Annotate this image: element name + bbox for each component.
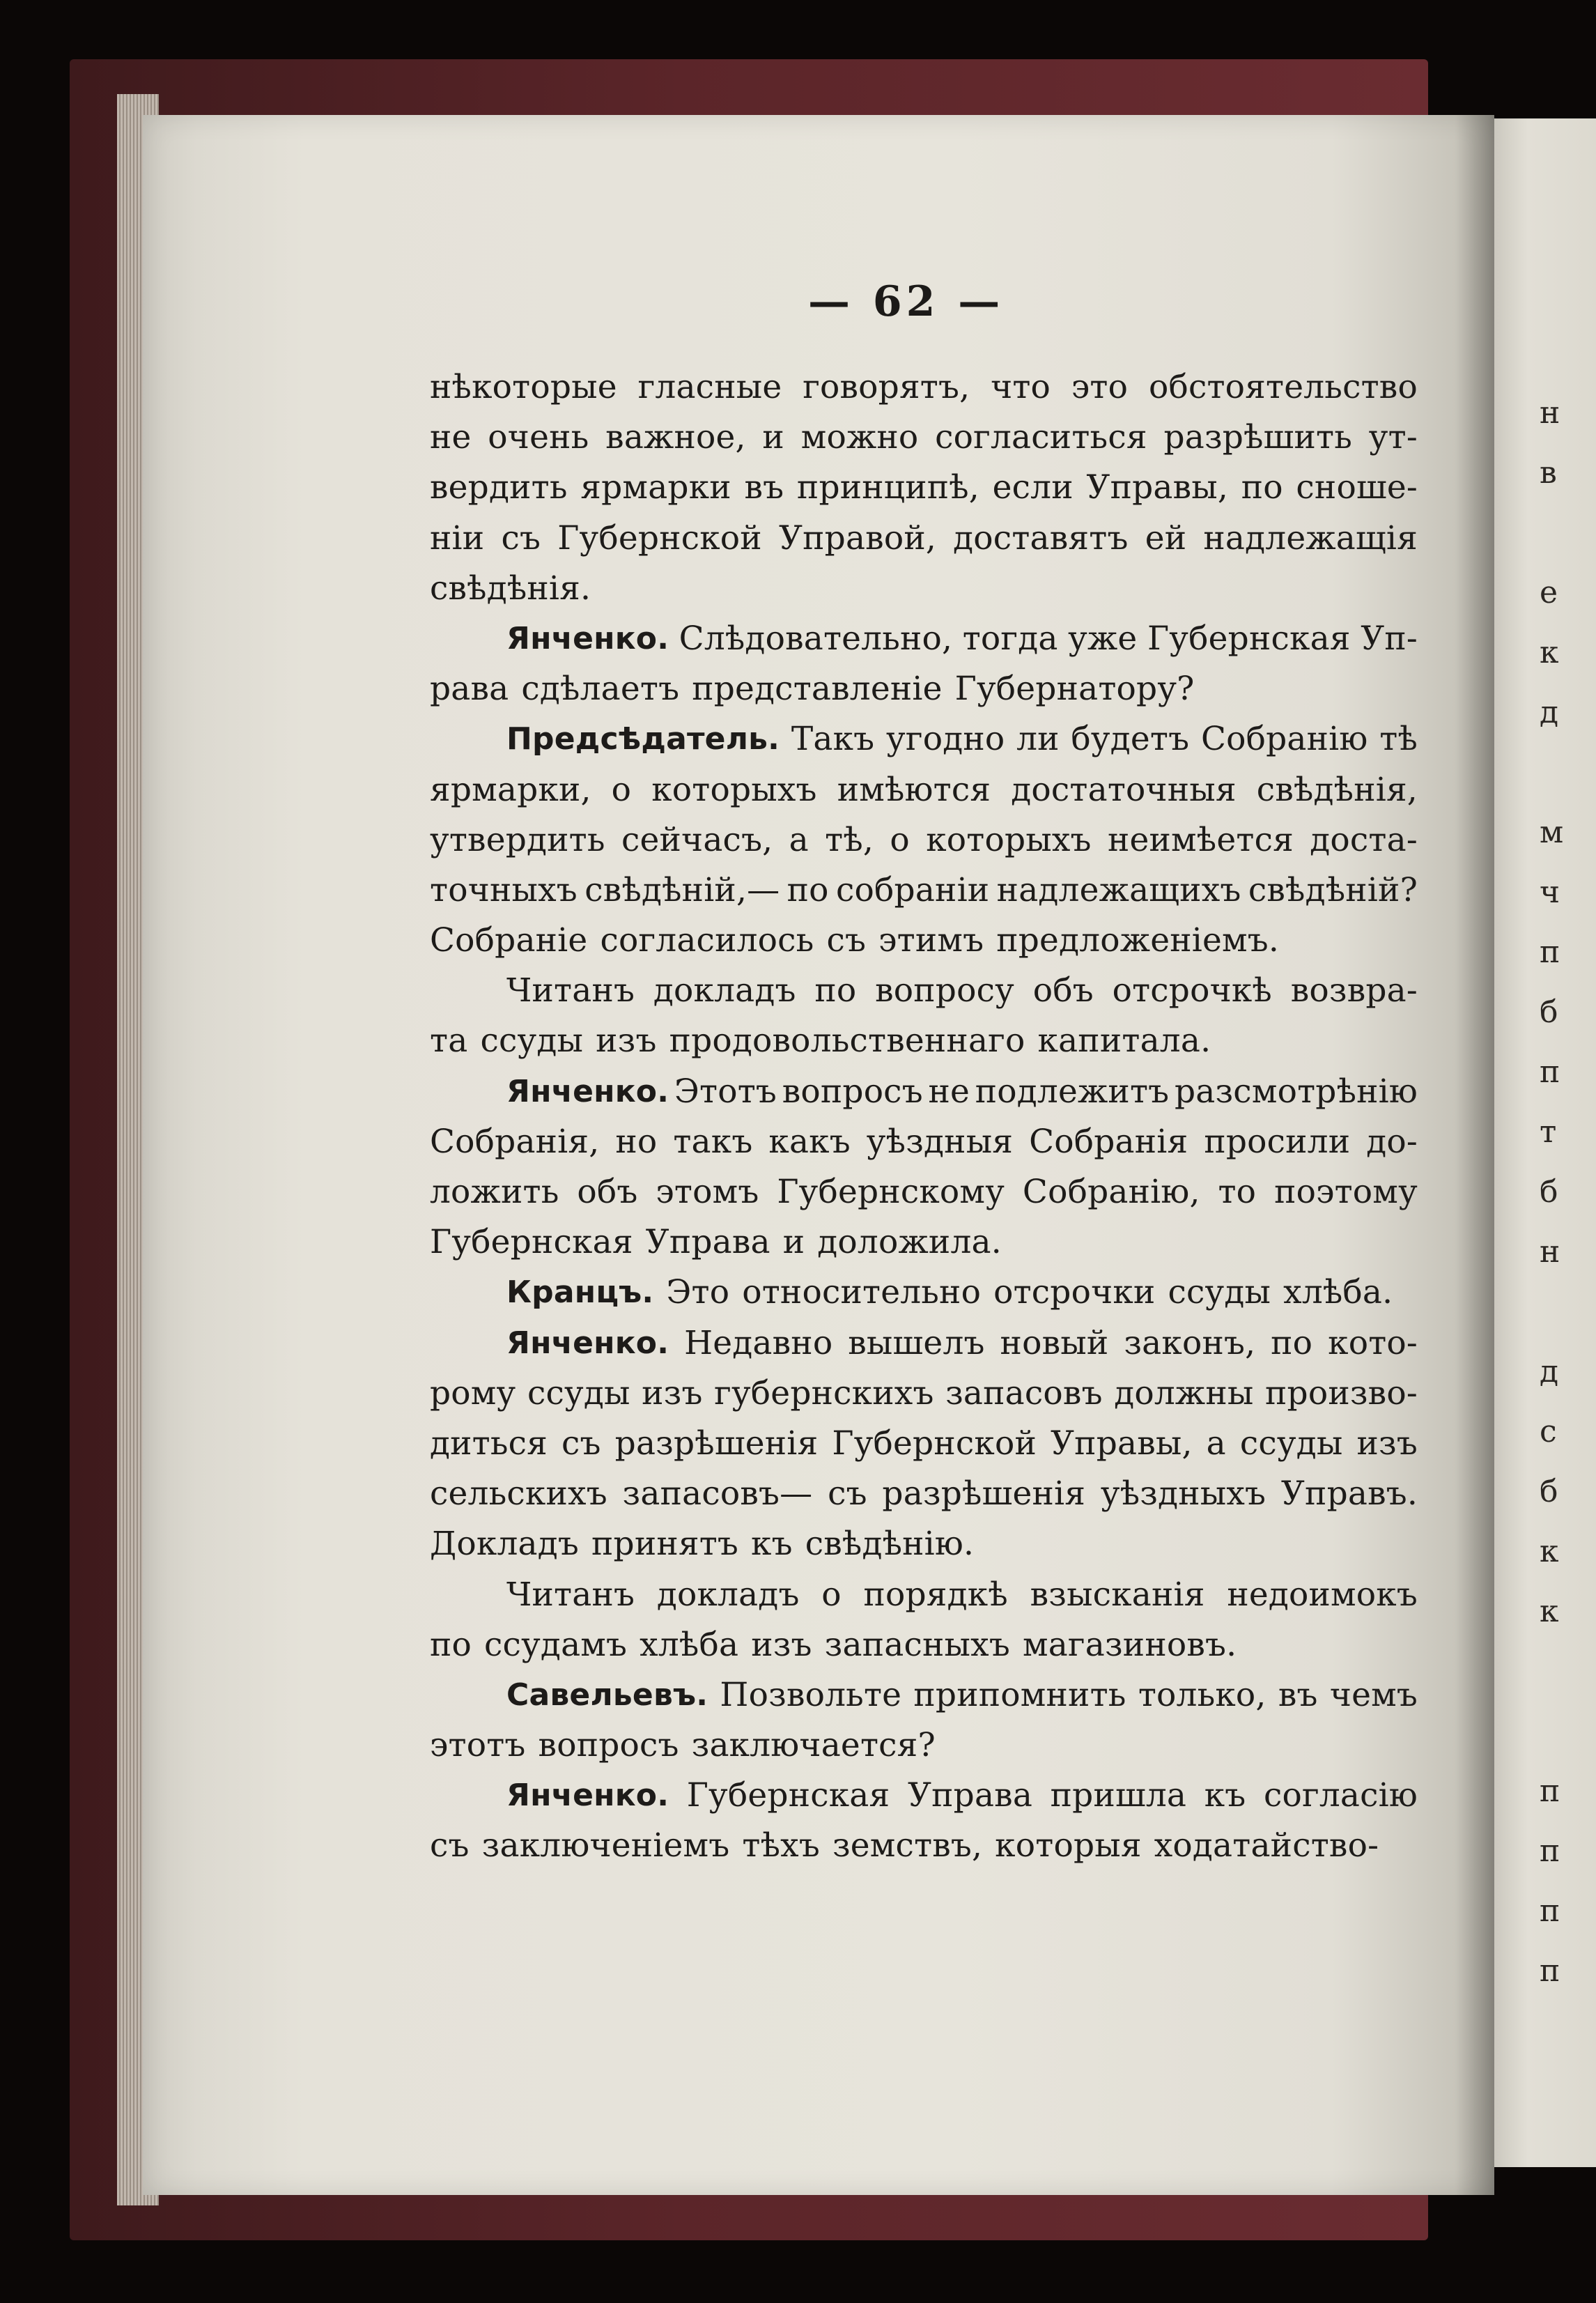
- word: сельскихъ: [430, 1474, 607, 1513]
- word: согласію: [1264, 1776, 1418, 1815]
- word: Управой,: [778, 518, 937, 557]
- word: угодно: [886, 720, 1005, 759]
- text-line: [430, 1620, 1418, 1670]
- text-line: [430, 1570, 1418, 1620]
- text-line: [430, 664, 1418, 714]
- word: съ: [430, 1826, 470, 1865]
- word: по: [1241, 468, 1283, 507]
- word: пришла: [1050, 1776, 1187, 1815]
- text-line: [430, 1771, 1418, 1821]
- word: не: [928, 1072, 970, 1111]
- word: продовольственнаго: [669, 1022, 1025, 1061]
- word: надлежащихъ: [996, 870, 1241, 909]
- word: но: [615, 1122, 658, 1161]
- speaker-name: Янченко.: [506, 1778, 669, 1814]
- word: этимъ: [878, 921, 984, 960]
- word: изъ: [642, 1373, 703, 1412]
- word: только,: [1138, 1675, 1266, 1714]
- word: съ: [501, 518, 541, 557]
- word: сдѣлаетъ: [521, 670, 680, 709]
- word: докладъ: [656, 1575, 800, 1614]
- word: изъ: [751, 1625, 812, 1664]
- word: какъ: [768, 1122, 851, 1161]
- speaker-name: Янченко.: [506, 1073, 669, 1109]
- word: важное,: [605, 418, 746, 457]
- word: сейчасъ,: [621, 820, 773, 859]
- word: доставятъ: [953, 518, 1129, 557]
- paragraph: [430, 1771, 1418, 1871]
- word: ей: [1145, 518, 1187, 557]
- word: обстоятельство: [1148, 368, 1418, 406]
- text-line: [430, 1067, 1418, 1117]
- text-line: [430, 1318, 1418, 1369]
- paragraph: [430, 714, 1418, 966]
- word: Собранію: [1200, 720, 1368, 759]
- word: ссуды: [527, 1373, 630, 1412]
- word: заключается?: [691, 1726, 936, 1765]
- word: Позвольте: [720, 1675, 902, 1714]
- word: Собраніе: [430, 921, 588, 960]
- word: капитала.: [1037, 1022, 1211, 1061]
- word: рому: [430, 1373, 516, 1412]
- word: объ: [1032, 971, 1094, 1010]
- word: нѣкоторые: [430, 368, 617, 406]
- word: можно: [800, 418, 919, 457]
- word: Докладъ: [430, 1525, 580, 1564]
- word: заключеніемъ: [481, 1826, 730, 1865]
- word: Управа: [907, 1776, 1033, 1815]
- word: это: [1071, 368, 1129, 406]
- word: Собранія,: [430, 1122, 600, 1161]
- word: Читанъ: [506, 1575, 635, 1614]
- word: ссуды: [1168, 1273, 1271, 1312]
- word: о: [611, 770, 632, 809]
- word: рава: [430, 670, 509, 709]
- word: изъ: [1356, 1424, 1418, 1463]
- text-line: [430, 1519, 1418, 1569]
- text-line: [430, 413, 1418, 463]
- text-line: [430, 514, 1418, 564]
- word: о: [821, 1575, 842, 1614]
- word: съ: [828, 1474, 867, 1513]
- word: свѣдѣнію.: [805, 1525, 975, 1564]
- text-line: [430, 1720, 1418, 1771]
- word: этотъ: [430, 1726, 526, 1765]
- word: отсрочкѣ: [1112, 971, 1272, 1010]
- page-text: [430, 362, 1418, 1872]
- word: съ: [826, 921, 867, 960]
- word: магазиновъ.: [1022, 1625, 1237, 1664]
- word: и: [762, 418, 784, 457]
- word: до-: [1366, 1122, 1418, 1161]
- word: о: [890, 820, 910, 859]
- word: очень: [488, 418, 589, 457]
- word: ли: [1016, 720, 1060, 759]
- word: новый: [1000, 1323, 1109, 1362]
- word: въ: [1278, 1675, 1318, 1714]
- word: точныхъ: [430, 870, 578, 909]
- word: Губернскому: [777, 1173, 1005, 1211]
- text-line: [430, 1016, 1418, 1066]
- word: не: [430, 418, 472, 457]
- word: принятъ: [591, 1525, 739, 1564]
- word: чемъ: [1329, 1675, 1418, 1714]
- word: снoше-: [1296, 468, 1418, 507]
- word: губернскихъ: [714, 1373, 934, 1412]
- word: имѣются: [837, 770, 991, 809]
- text-line: [430, 1419, 1418, 1469]
- word: достаточныя: [1011, 770, 1237, 809]
- word: ніи: [430, 518, 485, 557]
- word: надлежащія: [1203, 518, 1418, 557]
- text-line: [430, 916, 1418, 966]
- word: согласиться: [935, 418, 1147, 457]
- text-line: [430, 815, 1418, 865]
- word: въ: [744, 468, 784, 507]
- word: тѣ: [1379, 720, 1418, 759]
- word: представленіе: [692, 670, 943, 709]
- word: ярмарки,: [430, 770, 591, 809]
- text-line: [430, 614, 1418, 664]
- paragraph: [430, 966, 1418, 1066]
- word: согласилось: [600, 921, 814, 960]
- paragraph: [430, 362, 1418, 614]
- word: Это: [666, 1273, 730, 1312]
- word: предложеніемъ.: [996, 921, 1279, 960]
- word: объ: [577, 1173, 638, 1211]
- word: запасныхъ: [824, 1625, 1010, 1664]
- word: Такъ: [791, 720, 875, 759]
- word: говорятъ,: [803, 368, 970, 406]
- text-line: [430, 564, 1418, 614]
- word: кото-: [1328, 1323, 1418, 1362]
- word: тѣ,: [825, 820, 874, 859]
- paragraph: [430, 1318, 1418, 1570]
- word: такъ: [673, 1122, 753, 1161]
- text-line: [430, 966, 1418, 1016]
- word: доложила.: [817, 1223, 1002, 1262]
- word: поэтому: [1274, 1173, 1418, 1211]
- text-line: [430, 865, 1418, 916]
- word: по: [430, 1625, 472, 1664]
- word: свѣдѣнія.: [430, 569, 591, 608]
- word: относительно: [742, 1273, 982, 1312]
- text-line: [430, 1369, 1418, 1419]
- text-line: [430, 1217, 1418, 1268]
- word: съ: [561, 1424, 601, 1463]
- word: гласные: [637, 368, 782, 406]
- word: ярмарки: [580, 468, 731, 507]
- word: изъ: [596, 1022, 657, 1061]
- word: по: [787, 870, 829, 909]
- word: ходатайство-: [1154, 1826, 1379, 1865]
- word: къ: [1204, 1776, 1246, 1815]
- text-line: [430, 765, 1418, 815]
- word: а: [1206, 1424, 1226, 1463]
- word: произво-: [1265, 1373, 1418, 1412]
- text-line: [430, 1670, 1418, 1720]
- word: разсмотрѣнію: [1174, 1072, 1418, 1111]
- word: уѣздныя: [866, 1122, 1014, 1161]
- word: доста-: [1310, 820, 1418, 859]
- word: земствъ,: [832, 1826, 983, 1865]
- text-line: [430, 714, 1418, 764]
- speaker-name: Янченко.: [506, 620, 669, 656]
- text-line: [430, 1469, 1418, 1519]
- word: ссуды: [480, 1022, 584, 1061]
- text-line: [430, 362, 1418, 413]
- word: разрѣшить: [1163, 418, 1353, 457]
- word: Губернатору?: [954, 670, 1195, 709]
- word: тѣхъ: [742, 1826, 820, 1865]
- word: принципѣ,: [796, 468, 979, 507]
- word: свѣдѣнія,: [1256, 770, 1418, 809]
- text-line: [430, 1167, 1418, 1217]
- word: по: [1271, 1323, 1313, 1362]
- word: собраніи: [836, 870, 990, 909]
- word: Губернская: [686, 1776, 890, 1815]
- paragraph: [430, 1670, 1418, 1771]
- word: и: [782, 1223, 805, 1262]
- word: вопросу: [875, 971, 1014, 1010]
- word: по: [814, 971, 857, 1010]
- text-line: [430, 1821, 1418, 1871]
- word: разрѣшенія: [614, 1424, 819, 1463]
- word: ложить: [430, 1173, 559, 1211]
- word: Управа: [645, 1223, 770, 1262]
- word: свѣдѣній?: [1248, 870, 1418, 909]
- page-gutter-shadow: [1456, 115, 1494, 2195]
- word: вопросъ: [782, 1072, 923, 1111]
- paragraph: [430, 614, 1418, 714]
- word: Читанъ: [506, 971, 635, 1010]
- page-number: — 62 —: [808, 277, 1005, 326]
- word: неимѣется: [1107, 820, 1294, 859]
- text-line: [430, 1268, 1418, 1318]
- word: а: [789, 820, 809, 859]
- speaker-name: Предсѣдатель.: [506, 721, 780, 757]
- word: которыхъ: [926, 820, 1092, 859]
- word: законъ,: [1124, 1323, 1256, 1362]
- word: просили: [1204, 1122, 1351, 1161]
- word: Слѣдовательно,: [679, 619, 953, 658]
- speaker-name: Янченко.: [506, 1325, 669, 1361]
- word: Недавно: [684, 1323, 833, 1362]
- word: взысканія: [1030, 1575, 1205, 1614]
- word: разрѣшенія: [882, 1474, 1086, 1513]
- word: должны: [1114, 1373, 1254, 1412]
- word: хлѣба: [640, 1625, 739, 1664]
- word: Управы,: [1051, 1424, 1193, 1463]
- word: Собранію,: [1022, 1173, 1200, 1211]
- word: вердить: [430, 468, 568, 507]
- word: этомъ: [656, 1173, 759, 1211]
- word: Уп-: [1361, 619, 1418, 658]
- word: недоимокъ: [1227, 1575, 1418, 1614]
- word: Губернская: [430, 1223, 633, 1262]
- word: которыхъ: [651, 770, 817, 809]
- word: будетъ: [1071, 720, 1190, 759]
- word: то: [1218, 1173, 1257, 1211]
- word: Этотъ: [674, 1072, 777, 1111]
- word: возвра-: [1290, 971, 1418, 1010]
- word: если: [992, 468, 1074, 507]
- word: Управы,: [1086, 468, 1229, 507]
- paragraph: [430, 1570, 1418, 1670]
- word: тогда: [962, 619, 1058, 658]
- next-page-letters: н в е к д м ч п б п т б н д с б к к п п п п: [1540, 395, 1564, 1989]
- speaker-name: Кранцъ.: [506, 1274, 654, 1311]
- word: подлежитъ: [975, 1072, 1170, 1111]
- word: уже: [1068, 619, 1138, 658]
- next-page-edge: [1491, 118, 1596, 2167]
- word: припомнить: [913, 1675, 1126, 1714]
- word: Собранія: [1029, 1122, 1188, 1161]
- word: ут-: [1368, 418, 1418, 457]
- paragraph: [430, 1268, 1418, 1318]
- word: уѣздныхъ: [1100, 1474, 1266, 1513]
- word: докладъ: [653, 971, 796, 1010]
- word: запасовъ: [945, 1373, 1103, 1412]
- paragraph: [430, 1067, 1418, 1268]
- word: вопросъ: [538, 1726, 679, 1765]
- word: запасовъ—: [622, 1474, 813, 1513]
- word: диться: [430, 1424, 548, 1463]
- word: Управъ.: [1280, 1474, 1418, 1513]
- speaker-name: Савельевъ.: [506, 1677, 708, 1713]
- text-line: [430, 463, 1418, 513]
- word: порядкѣ: [863, 1575, 1008, 1614]
- word: ссуды: [1239, 1424, 1343, 1463]
- word: которыя: [995, 1826, 1142, 1865]
- word: отсрочки: [993, 1273, 1156, 1312]
- word: что: [991, 368, 1051, 406]
- word: Губернской: [832, 1424, 1037, 1463]
- text-line: [430, 1117, 1418, 1167]
- word: утвердить: [430, 820, 605, 859]
- word: Губернская: [1147, 619, 1351, 658]
- word: та: [430, 1022, 468, 1061]
- word: вышелъ: [848, 1323, 985, 1362]
- word: къ: [751, 1525, 793, 1564]
- word: ссудамъ: [484, 1625, 628, 1664]
- word: свѣдѣній,—: [584, 870, 780, 909]
- word: хлѣба.: [1283, 1273, 1393, 1312]
- word: Губернской: [557, 518, 762, 557]
